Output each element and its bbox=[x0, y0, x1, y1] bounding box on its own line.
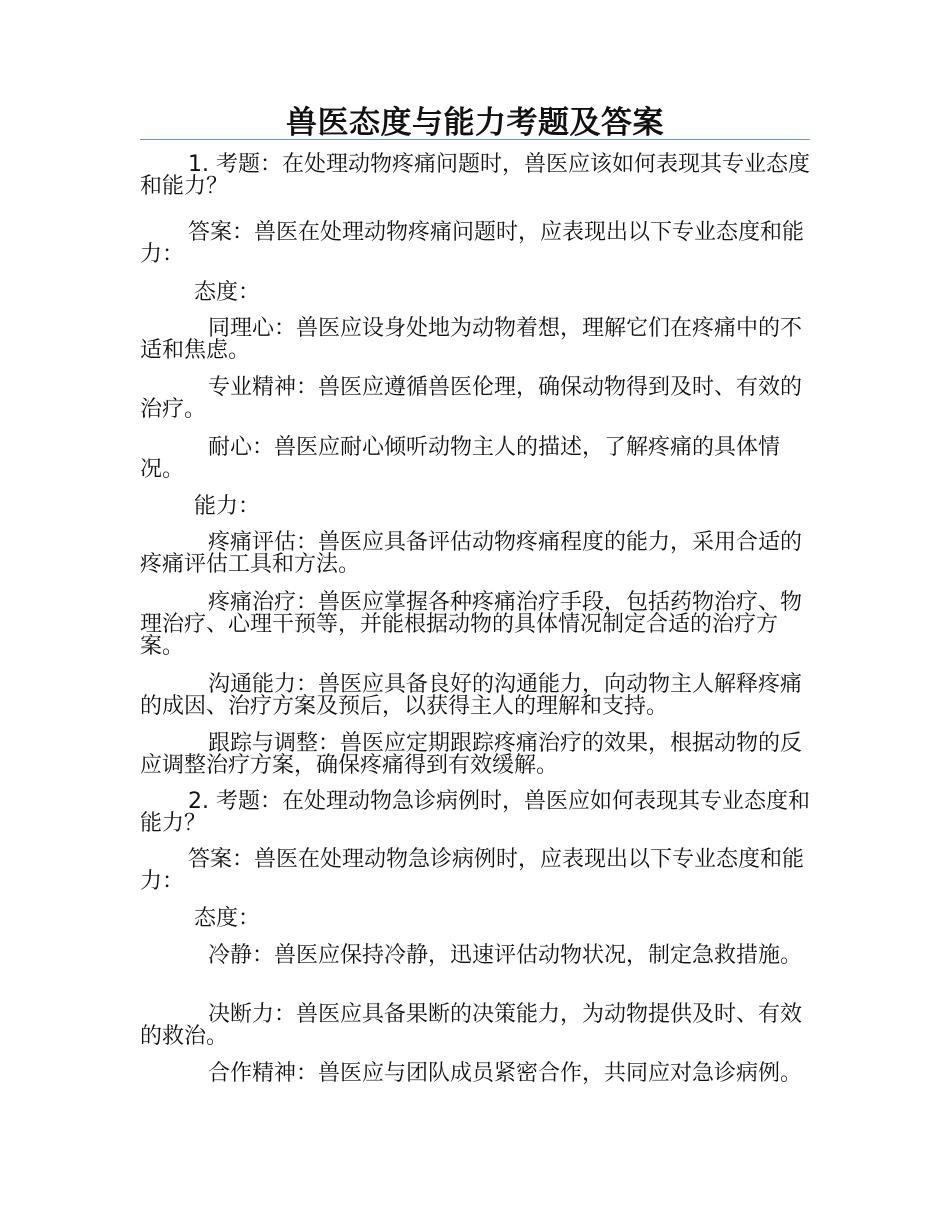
question-1: 1. 考题：在处理动物疼痛问题时，兽医应该如何表现其专业态度和能力？ bbox=[140, 152, 810, 199]
answer-1-intro: 答案：兽医在处理动物疼痛问题时，应表现出以下专业态度和能力： bbox=[140, 220, 805, 267]
attitude-calm: 冷静：兽医应保持冷静，迅速评估动物状况，制定急救措施。 bbox=[208, 943, 803, 968]
ability-tracking: 跟踪与调整：兽医应定期跟踪疼痛治疗的效果，根据动物的反应调整治疗方案，确保疼痛得到有效缓解。 bbox=[140, 731, 803, 778]
attitude-decisiveness: 决断力：兽医应具备果断的决策能力，为动物提供及时、有效的救治。 bbox=[140, 1002, 803, 1049]
question-2: 2. 考题：在处理动物急诊病例时，兽医应如何表现其专业态度和能力？ bbox=[140, 789, 810, 836]
attitude-teamwork: 合作精神：兽医应与团队成员紧密合作，共同应对急诊病例。 bbox=[208, 1061, 803, 1086]
ability-pain-treatment: 疼痛治疗：兽医应掌握各种疼痛治疗手段，包括药物治疗、物理治疗、心理干预等，并能根据动物的具体情况制定合适的治疗方案。 bbox=[140, 590, 803, 659]
title-underline bbox=[140, 139, 810, 140]
attitude-empathy: 同理心：兽医应设身处地为动物着想，理解它们在疼痛中的不适和焦虑。 bbox=[140, 316, 803, 363]
ability-heading-1: 能力： bbox=[194, 494, 261, 519]
attitude-professionalism: 专业精神：兽医应遵循兽医伦理，确保动物得到及时、有效的治疗。 bbox=[140, 375, 803, 422]
attitude-heading-1: 态度： bbox=[194, 280, 261, 305]
attitude-heading-2: 态度： bbox=[194, 906, 261, 931]
answer-2-intro: 答案：兽医在处理动物急诊病例时，应表现出以下专业态度和能力： bbox=[140, 847, 805, 894]
document-title: 兽医态度与能力考题及答案 bbox=[286, 105, 664, 141]
ability-pain-assessment: 疼痛评估：兽医应具备评估动物疼痛程度的能力，采用合适的疼痛评估工具和方法。 bbox=[140, 530, 803, 577]
ability-communication: 沟通能力：兽医应具备良好的沟通能力，向动物主人解释疼痛的成因、治疗方案及预后，以获得主人的理解和支持。 bbox=[140, 672, 803, 719]
attitude-patience: 耐心：兽医应耐心倾听动物主人的描述，了解疼痛的具体情况。 bbox=[140, 435, 781, 482]
